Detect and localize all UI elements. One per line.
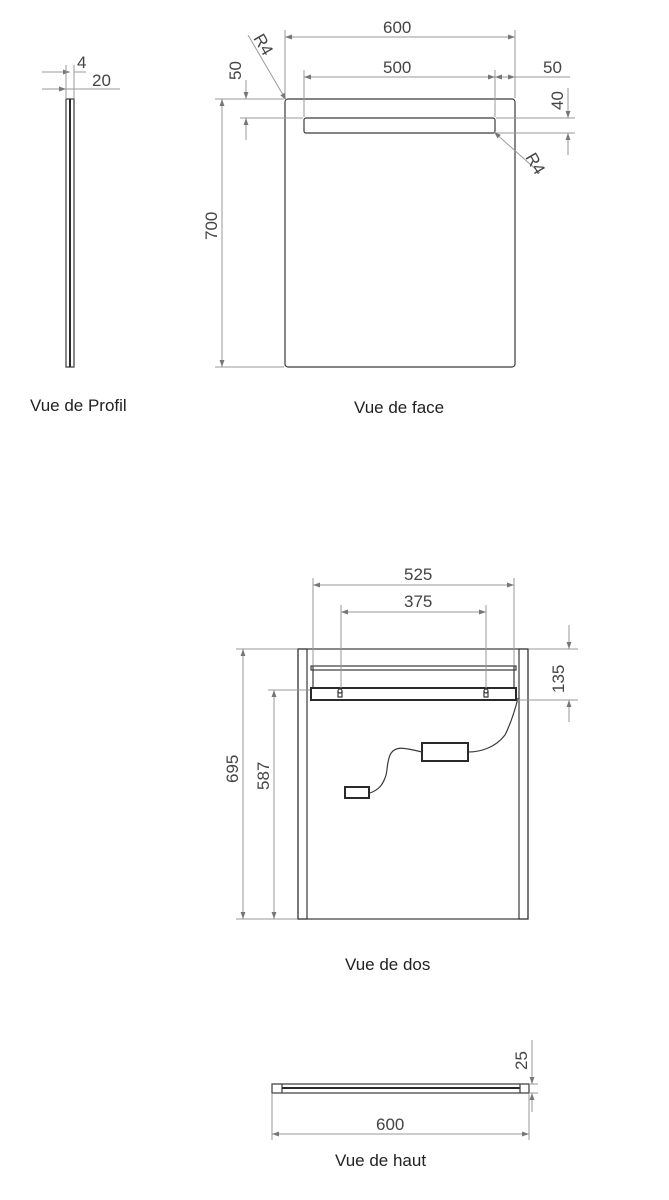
front-dim-50-top: 50 (226, 61, 245, 80)
back-view-label: Vue de dos (345, 955, 431, 974)
front-view (202, 18, 575, 417)
back-mounting-bar-top (311, 666, 516, 670)
back-cable-2 (370, 748, 422, 793)
front-view-label: Vue de face (354, 398, 445, 417)
back-dim-695: 695 (223, 754, 242, 783)
profile-dim-4: 4 (77, 53, 87, 72)
front-dim-500: 500 (383, 58, 412, 77)
front-dim-50-side: 50 (543, 58, 562, 77)
front-dim-r4-light: R4 (521, 149, 549, 178)
front-light-strip (304, 118, 495, 133)
back-connector (345, 787, 369, 798)
profile-view-label: Vue de Profil (30, 396, 127, 415)
top-dim-25: 25 (512, 1051, 531, 1070)
back-dim-135: 135 (549, 664, 568, 693)
top-view-label: Vue de haut (335, 1151, 427, 1170)
front-dim-r4-outer: R4 (249, 30, 277, 59)
front-dim-700: 700 (202, 211, 221, 240)
profile-dim-20: 20 (92, 71, 111, 90)
top-view (272, 1040, 538, 1170)
back-cable (468, 698, 518, 752)
front-mirror-outline (285, 99, 515, 367)
back-dim-525: 525 (404, 565, 433, 584)
keyhole-left-icon (338, 689, 342, 697)
front-dim-600: 600 (383, 18, 412, 37)
back-dim-587: 587 (254, 761, 273, 790)
profile-view (30, 53, 127, 415)
back-view (223, 565, 578, 974)
back-dim-375: 375 (404, 592, 433, 611)
front-dim-40: 40 (548, 91, 567, 110)
top-dim-600: 600 (376, 1115, 405, 1134)
back-frame-right (519, 649, 528, 919)
keyhole-right-icon (484, 689, 488, 697)
back-led-driver (422, 743, 468, 761)
back-mirror-outline (298, 649, 528, 919)
